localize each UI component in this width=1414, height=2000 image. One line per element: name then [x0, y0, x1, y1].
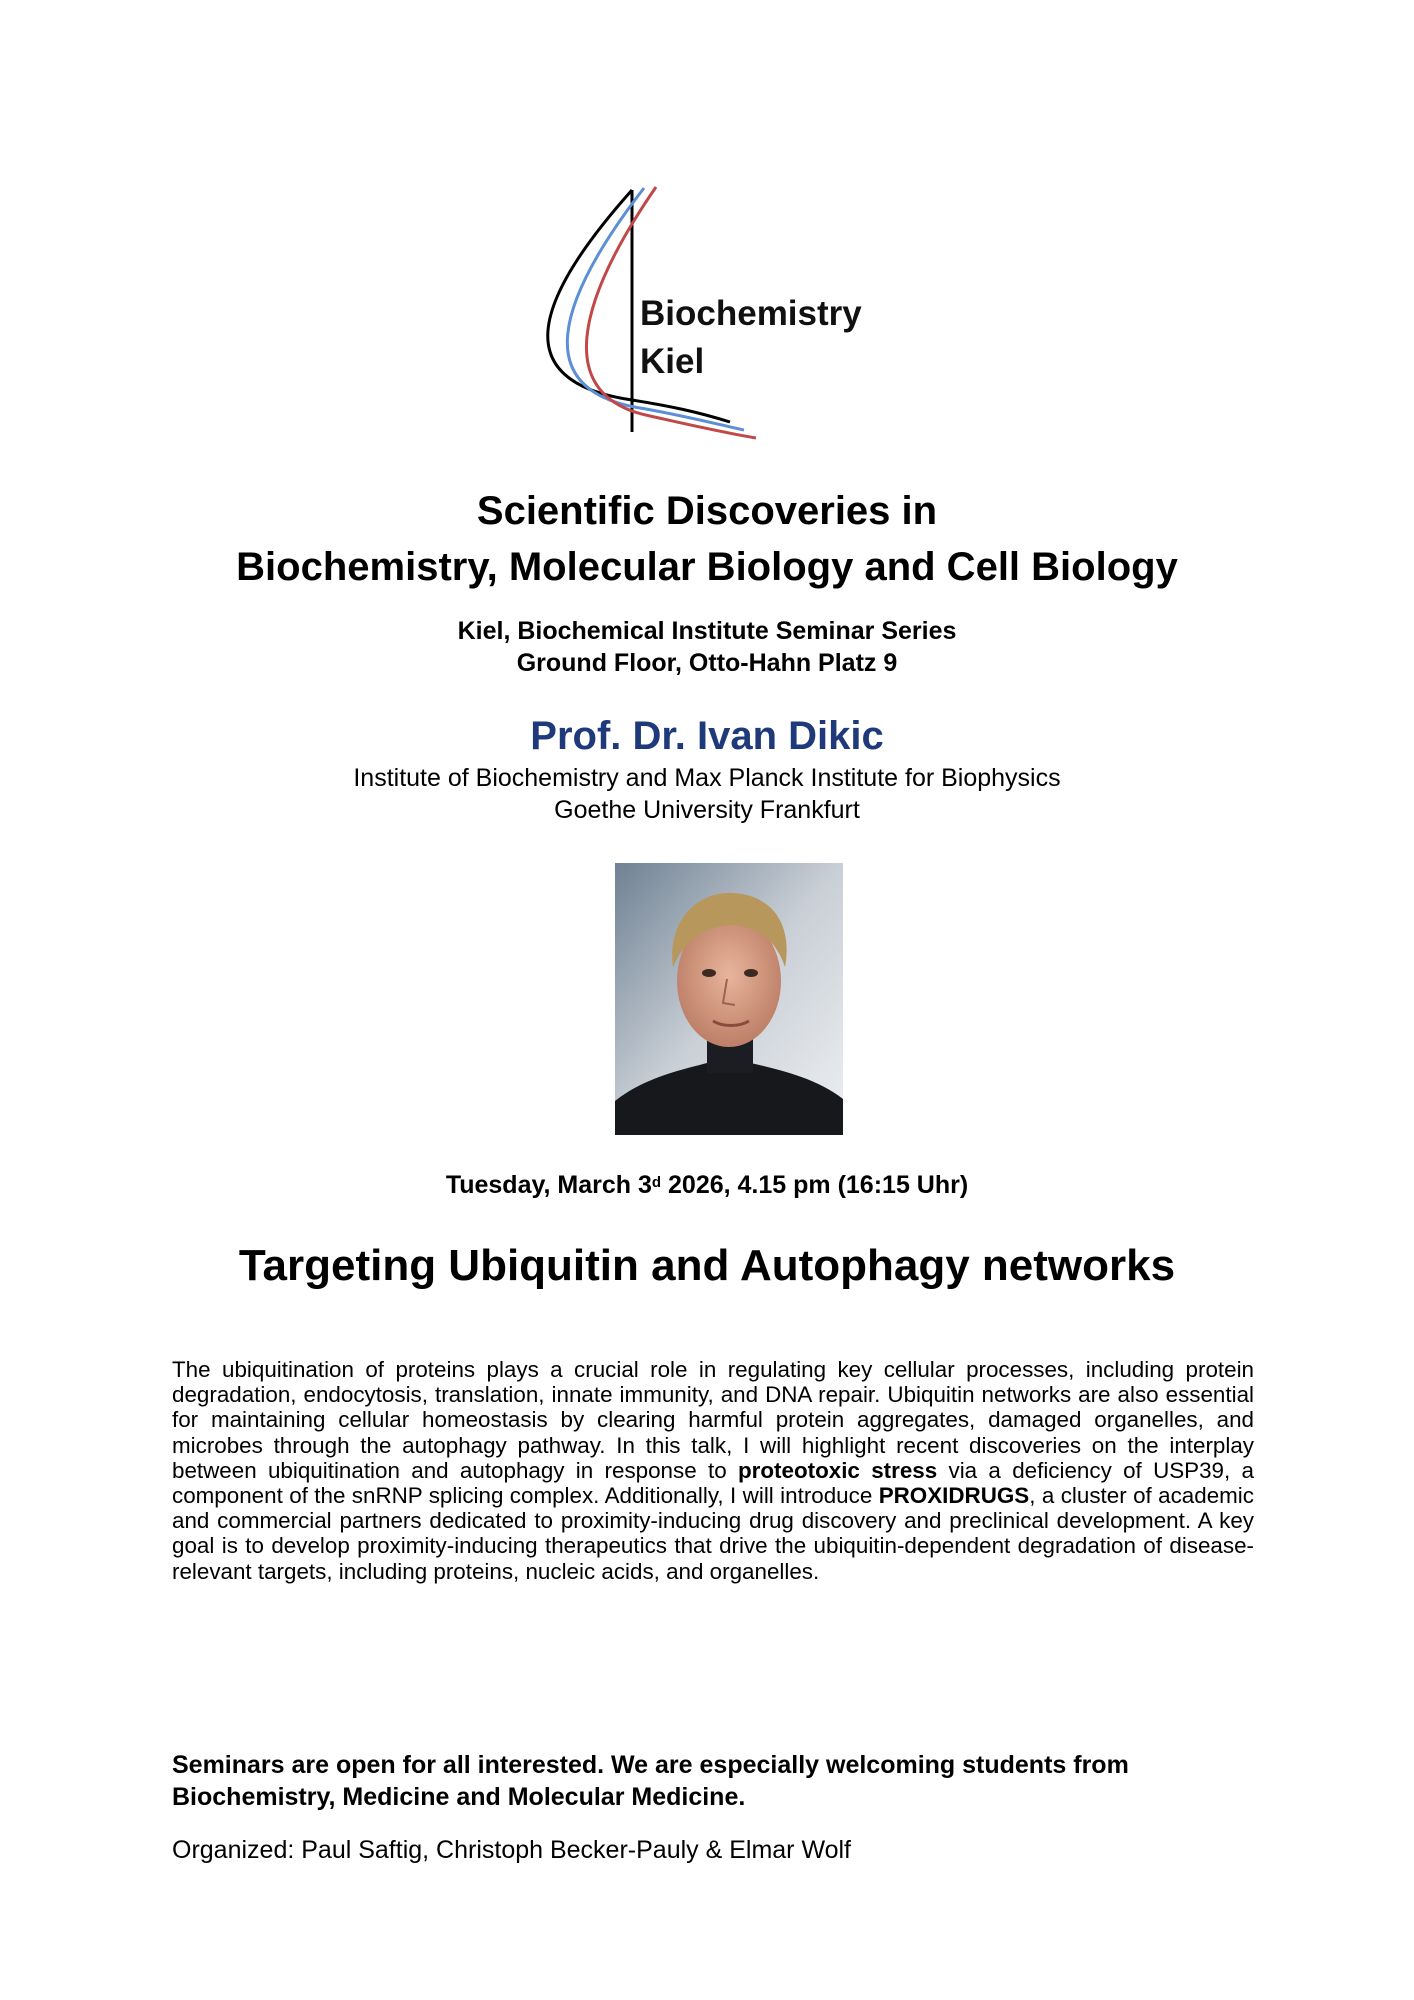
welcome-note: Seminars are open for all interested. We are especially welcoming students from Biochemistry, Medicine and Molecular Medicine.	[172, 1751, 1129, 1811]
abstract-paragraph	[172, 1357, 1254, 1584]
venue-block	[0, 615, 1414, 679]
abstract-bold-proteotoxic: proteotoxic stress	[737, 1457, 938, 1483]
affiliation-line-1: Institute of Biochemistry and Max Planck Institute for Biophysics	[353, 764, 1061, 792]
date-ordinal-suffix: d	[651, 1174, 662, 1191]
date-main: Tuesday, March 3	[445, 1171, 652, 1199]
speaker-affiliation	[0, 762, 1414, 826]
abstract-text-2: via a deficiency of USP39, a component of the snRNP splicing complex. Additionally, I will introduce	[172, 1457, 1254, 1509]
abstract-text-3: , a cluster of academic and commercial partners dedicated to proximity-inducing drug discovery and preclinical development. A key goal is to develop proximity-inducing therapeutics that drive the ubiquitin-dependent degradation of disease-relevant targets, including proteins, nucleic acids, and organelles.	[172, 1483, 1254, 1584]
organizers: Organized: Paul Saftig, Christoph Becker-Pauly & Elmar Wolf	[172, 1836, 851, 1864]
portrait-image-icon	[615, 863, 843, 1135]
page-title	[0, 483, 1414, 595]
speaker-name: Prof. Dr. Ivan Dikic	[530, 714, 884, 758]
title-line-1: Scientific Discoveries in	[476, 489, 938, 533]
logo-line-biochemistry: Biochemistry	[640, 294, 862, 333]
date-time: 2026, 4.15 pm (16:15 Uhr)	[661, 1171, 969, 1199]
seminar-series: Kiel, Biochemical Institute Seminar Series	[457, 617, 957, 645]
title-line-2: Biochemistry, Molecular Biology and Cell Biology	[236, 545, 1178, 589]
seminar-location: Ground Floor, Otto-Hahn Platz 9	[516, 649, 898, 677]
abstract-text-1: The ubiquitination of proteins plays a crucial role in regulating key cellular processes, including protein degradation, endocytosis, translation, innate immunity, and DNA repair. Ubiquitin networks are also essential for maintaining cellular homeostasis by clearing harmful protein aggregates, damaged organelles, and microbes through the autophagy pathway. In this talk, I will highlight recent discoveries on the interplay between ubiquitination and autophagy in response to	[172, 1357, 1254, 1483]
affiliation-line-2: Goethe University Frankfurt	[554, 796, 860, 824]
abstract-bold-proxidrugs: PROXIDRUGS	[878, 1483, 1030, 1509]
logo-line-kiel: Kiel	[640, 342, 705, 381]
event-date	[0, 1168, 1414, 1202]
biochemistry-kiel-logo	[520, 182, 920, 442]
talk-title: Targeting Ubiquitin and Autophagy networks	[238, 1241, 1176, 1290]
speaker-portrait-photo	[615, 863, 843, 1135]
